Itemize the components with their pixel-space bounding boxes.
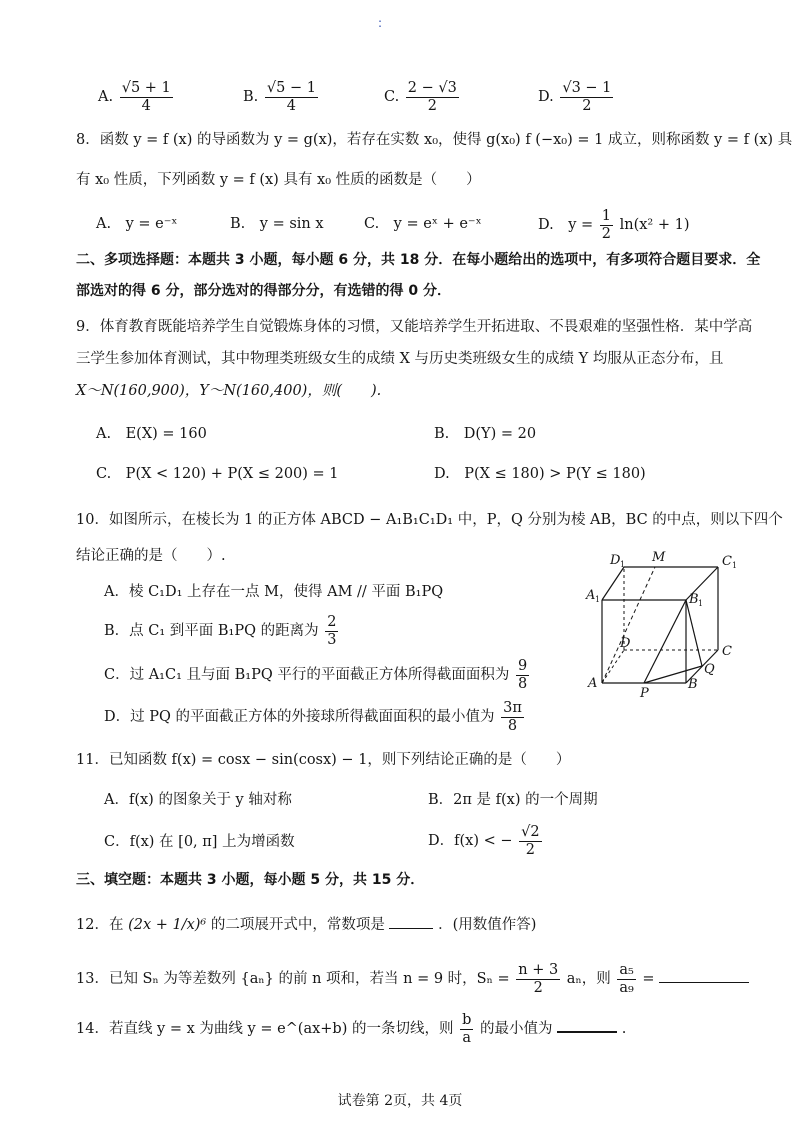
q12-answer-blank[interactable] [389, 916, 433, 929]
q13-frac2-den: a₉ [619, 979, 634, 996]
q10-b-frac [325, 614, 338, 648]
q7-option-d-letter: D. [538, 89, 554, 106]
q10-d-pre: D．过 PQ 的平面截正方体的外接球所得截面面积的最小值为 [104, 709, 495, 726]
label-C1: C [722, 554, 732, 569]
q9-option-d: D. P(X ≤ 180) > P(Y ≤ 180) [434, 466, 646, 482]
q9-line1: 9．体育教育既能培养学生自觉锻炼身体的习惯，又能培养学生开拓进取、不畏艰难的坚强性格．某中学高 [76, 319, 753, 335]
q7-c-num: 2 − √3 [407, 80, 457, 96]
q10-option-c [104, 658, 531, 692]
q7-option-b-letter: B. [243, 89, 259, 106]
q13-frac2 [617, 962, 635, 996]
q7-a-den: 4 [141, 97, 151, 114]
q13-eq: = [642, 971, 655, 988]
q7-option-a [98, 80, 175, 114]
q10-option-a: A．棱 C₁D₁ 上存在一点 M，使得 AM // 平面 B₁PQ [104, 584, 444, 600]
q7-option-c [384, 80, 461, 114]
q8-option-c: C. y = eˣ + e⁻ˣ [364, 216, 482, 232]
q10-c-den: 8 [517, 675, 528, 692]
q13-answer-blank[interactable] [659, 970, 749, 983]
q7-option-a-letter: A. [98, 89, 114, 106]
q9-option-c: C. P(X < 120) + P(X ≤ 200) = 1 [96, 466, 339, 482]
q14-post: 的最小值为 [480, 1021, 553, 1038]
q13-frac2-num: a₅ [619, 962, 634, 978]
label-D1: D [610, 553, 621, 568]
q10-option-d [104, 700, 526, 734]
q7-option-c-letter: C. [384, 89, 400, 106]
label-A: A [588, 676, 598, 691]
q8-line1: 8．函数 y = f (x) 的导函数为 y = g(x)，若存在实数 x₀，使得 g(x₀) f (−x₀) = 1 成立，则称函数 y = f (x) 具 [76, 132, 793, 148]
q14-frac-den: a [462, 1029, 472, 1046]
q13-mid: aₙ，则 [566, 971, 611, 988]
q10-c-num: 9 [517, 658, 528, 674]
q11-d-den: 2 [525, 841, 535, 858]
q7-option-d [538, 80, 615, 114]
section2-line2: 部选对的得 6 分，部分选对的得部分分，有选错的得 0 分． [76, 283, 451, 299]
edge-a1-d1 [602, 567, 624, 600]
q8-option-a: A. y = e⁻ˣ [96, 216, 178, 232]
q7-b-den: 4 [286, 97, 297, 114]
q9-line2: 三学生参加体育测试，其中物理类班级女生的成绩 X 与历史类班级女生的成绩 Y 均服从正态分布，且 [76, 351, 724, 367]
segment-a-m [602, 567, 655, 683]
q13-pre: 13．已知 Sₙ 为等差数列 {aₙ} 的前 n 项和，若当 n = 9 时，Sₙ = [76, 971, 510, 988]
edge-a-d [602, 650, 624, 683]
label-Q: Q [704, 662, 715, 677]
q13-frac1 [516, 962, 560, 996]
q8-option-b: B. y = sin x [230, 216, 324, 232]
q7-option-b-frac [265, 80, 318, 114]
q12-tail: ．(用数值作答) [438, 917, 537, 933]
section3-heading: 三、填空题：本题共 3 小题，每小题 5 分，共 15 分． [76, 872, 425, 888]
q10-b-pre: B．点 C₁ 到平面 B₁PQ 的距离为 [104, 623, 319, 640]
q9-line3: X～N(160,900)，Y～N(160,400)，则( ). [76, 383, 382, 399]
q8-d-frac [600, 208, 613, 242]
q7-b-num: √5 − 1 [266, 80, 316, 96]
q11-d-frac [519, 824, 541, 858]
q12-expr: (2x + 1/x)⁶ [128, 917, 207, 933]
q13-frac1-num: n + 3 [518, 962, 559, 978]
q10-line1: 10．如图所示，在棱长为 1 的正方体 ABCD − A₁B₁C₁D₁ 中，P，Q 分别为棱 AB，BC 的中点，则以下四个 [76, 512, 783, 528]
label-B: B [688, 677, 698, 692]
q7-option-a-frac [120, 80, 173, 114]
q14-frac-num: b [462, 1012, 472, 1028]
q11-d-pre: D．f(x) < − [428, 833, 513, 850]
q14 [76, 1012, 626, 1046]
label-D1-sub: 1 [620, 560, 626, 569]
q7-a-num: √5 + 1 [121, 80, 171, 96]
label-B1-sub: 1 [698, 599, 704, 608]
q12 [76, 916, 536, 934]
corner-mark: : [378, 16, 383, 30]
q10-line2: 结论正确的是（ ）. [76, 548, 226, 564]
cube-figure [580, 545, 750, 700]
q14-pre: 14．若直线 y = x 为曲线 y = e^(ax+b) 的一条切线，则 [76, 1021, 454, 1038]
q11-option-a: A．f(x) 的图象关于 y 轴对称 [104, 792, 292, 808]
q14-end: . [621, 1021, 627, 1038]
label-P: P [640, 686, 649, 700]
q11-option-d [428, 824, 544, 858]
q7-option-c-frac [406, 80, 459, 114]
q12-pre: 12．在 [76, 917, 124, 933]
q10-d-num: 3π [503, 700, 522, 716]
q8-option-d [538, 208, 690, 242]
label-B1: B [689, 592, 699, 607]
q7-d-den: 2 [582, 97, 592, 114]
q13 [76, 962, 749, 996]
q10-c-frac [516, 658, 529, 692]
q8-d-post: ln(x² + 1) [619, 217, 690, 234]
q8-d-den: 2 [601, 225, 612, 242]
label-C: C [722, 644, 732, 659]
page-footer: 试卷第 2页，共 4页 [337, 1093, 463, 1109]
q8-d-num: 1 [601, 208, 612, 224]
label-M: M [652, 550, 666, 565]
q10-option-b [104, 614, 340, 648]
q11-line1: 11．已知函数 f(x) = cosx − sin(cosx) − 1，则下列结论正确的是（ ） [76, 752, 571, 768]
q12-post: 的二项展开式中，常数项是 [210, 917, 385, 933]
q7-d-num: √3 − 1 [562, 80, 612, 96]
q7-option-d-frac [560, 80, 613, 114]
label-D: D [620, 636, 631, 651]
segment-b1-q [686, 600, 702, 666]
q9-option-b: B. D(Y) = 20 [434, 426, 537, 442]
q14-frac [460, 1012, 473, 1046]
section2-line1: 二、多项选择题：本题共 3 小题，每小题 6 分，共 18 分．在每小题给出的选项中，有多项符合题目要求．全 [76, 252, 761, 268]
q11-d-num: √2 [521, 824, 540, 840]
q9-option-a: A. E(X) = 160 [96, 426, 207, 442]
label-A1: A [586, 588, 596, 603]
q11-option-c: C．f(x) 在 [0, π] 上为增函数 [104, 834, 295, 850]
q10-c-pre: C．过 A₁C₁ 且与面 B₁PQ 平行的平面截正方体所得截面面积为 [104, 667, 510, 684]
segment-b1-p [644, 600, 686, 683]
q10-d-den: 8 [507, 717, 518, 734]
q8-line2: 有 x₀ 性质，下列函数 y = f (x) 具有 x₀ 性质的函数是（ ） [76, 172, 481, 188]
label-A1-sub: 1 [595, 595, 601, 604]
q10-b-num: 2 [327, 614, 337, 630]
q13-frac1-den: 2 [533, 979, 543, 996]
q7-option-b [243, 80, 320, 114]
q10-b-den: 3 [327, 631, 337, 648]
q11-option-b: B．2π 是 f(x) 的一个周期 [428, 792, 598, 808]
q10-d-frac [501, 700, 524, 734]
q7-c-den: 2 [427, 97, 437, 114]
q8-d-pre: D. y = [538, 217, 594, 234]
label-C1-sub: 1 [732, 561, 738, 570]
q14-answer-blank[interactable] [557, 1019, 617, 1033]
